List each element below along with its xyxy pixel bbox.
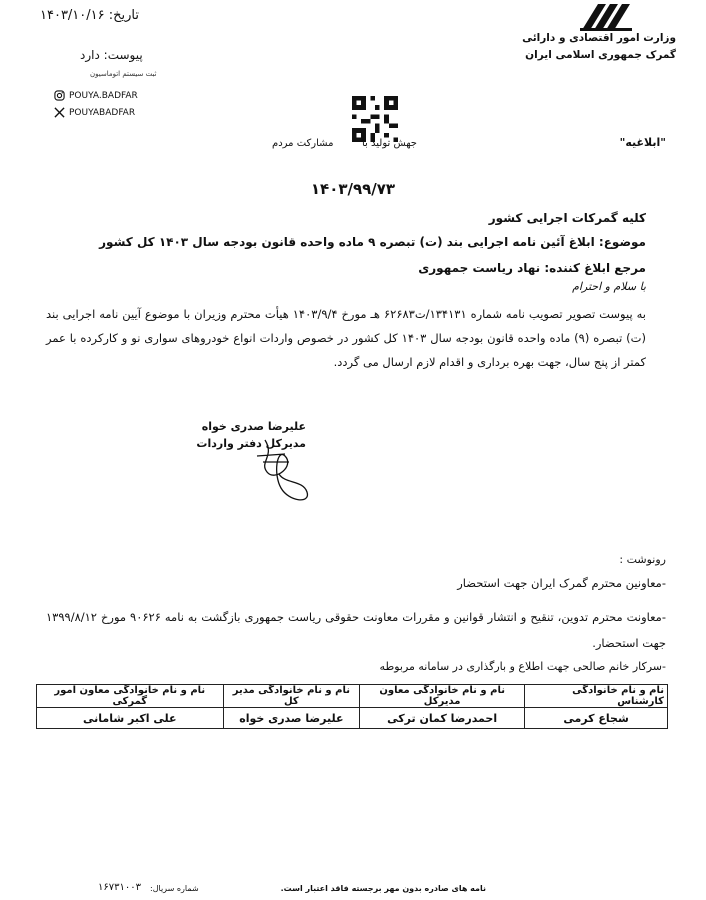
greeting: با سلام و احترام	[572, 280, 646, 293]
cell-deputy-director: احمدرضا کمان ترکی	[360, 708, 525, 729]
slogan-part-2: مشارکت مردم	[272, 138, 334, 149]
attachment-line	[80, 48, 143, 62]
cell-director-general: علیرضا صدری خواه	[223, 708, 360, 729]
attachment-value: دارد	[80, 48, 100, 62]
subject-line	[99, 235, 646, 249]
recipients: کلیه گمرکات اجرایی کشور	[488, 211, 646, 225]
signer-name: علیرضا صدری خواه	[201, 420, 306, 433]
header-expert: نام و نام خانوادگی کارشناس	[525, 685, 668, 708]
cc-line-2: -معاونت محترم تدوین، تنقیح و انتشار قوانین و مقررات معاونت حقوقی ریاست جمهوری بازگشت به نامه ۹۰۶۲۶ مورخ ۱۳۹۹/۸/۱۲ جهت استحضار.	[46, 610, 666, 650]
date-value: ۱۴۰۳/۱۰/۱۶	[40, 8, 105, 23]
cc-line-1: -معاونین محترم گمرک ایران جهت استحضار	[457, 576, 666, 590]
customs-name: گمرک جمهوری اسلامی ایران	[525, 49, 676, 61]
serial-label: شماره سریال:	[150, 884, 199, 893]
ministry-name: وزارت امور اقتصادی و دارائی	[522, 32, 676, 44]
date-line	[40, 8, 139, 23]
signer-title: مدیرکل دفتر واردات	[196, 437, 306, 450]
attachment-label: پیوست:	[103, 48, 143, 62]
table-row	[37, 708, 668, 729]
signatures-table	[36, 684, 668, 729]
reference-label: مرجع ابلاغ کننده:	[544, 261, 646, 275]
handwritten-signature	[245, 426, 355, 506]
x-handle: POUYABADFAR	[69, 107, 136, 118]
footer-note: نامه های صادره بدون مهر برجسته فاقد اعتبار است.	[280, 884, 486, 893]
subject-label: موضوع:	[598, 235, 646, 249]
cc-title: رونوشت :	[619, 553, 666, 566]
reference-line	[418, 261, 646, 275]
date-label: تاریخ:	[108, 8, 140, 23]
document-number: ۱۴۰۳/۹۹/۷۳	[310, 180, 396, 198]
letter-body: به پیوست تصویر تصویب نامه شماره ۱۳۴۱۳۱/ت۶۲۶۸۳ هـ مورخ ۱۴۰۳/۹/۴ هیأت محترم وزیران با موضوع آیین نامه اجرایی بند (ت) تبصره (۹) ماده واحده قانون بودجه سال ۱۴۰۳ کل کشور در خصوص واردات انواع خودروهای سواری نو و کارکرده با عمر کمتر از پنج سال، جهت بهره برداری و اقدام لازم ارسال می گردد.	[46, 307, 646, 369]
instagram-handle: POUYA.BADFAR	[69, 90, 138, 101]
registration-note: ثبت سیستم اتوماسیون	[90, 70, 157, 78]
header-customs-deputy: نام و نام خانوادگی معاون امور گمرکی	[37, 685, 224, 708]
cell-expert: شجاع کرمی	[525, 708, 668, 729]
instagram-watermark	[54, 90, 138, 101]
customs-logo-icon	[576, 2, 634, 32]
notice-label: "ابلاغیه"	[619, 136, 666, 149]
table-header-row	[37, 685, 668, 708]
qr-code-icon	[350, 96, 400, 142]
subject-text: ابلاغ آئین نامه اجرایی بند (ت) تبصره ۹ ماده واحده قانون بودجه سال ۱۴۰۳ کل کشور	[99, 235, 595, 249]
header-director-general: نام و نام خانوادگی مدیر کل	[223, 685, 360, 708]
header-deputy-director: نام و نام خانوادگی معاون مدیرکل	[360, 685, 525, 708]
slogan-part-1: جهش تولید با	[362, 138, 417, 149]
ministry-block	[486, 30, 676, 64]
reference-text: نهاد ریاست جمهوری	[418, 261, 541, 275]
x-logo-icon	[54, 107, 65, 118]
instagram-icon	[54, 90, 65, 101]
x-watermark	[54, 107, 135, 118]
cc-line-3: -سرکار خانم صالحی جهت اطلاع و بارگذاری در سامانه مربوطه	[379, 660, 666, 673]
cell-customs-deputy: علی اکبر شامانی	[37, 708, 224, 729]
serial-value: ۱۶۷۳۱۰۰۳	[98, 882, 141, 893]
